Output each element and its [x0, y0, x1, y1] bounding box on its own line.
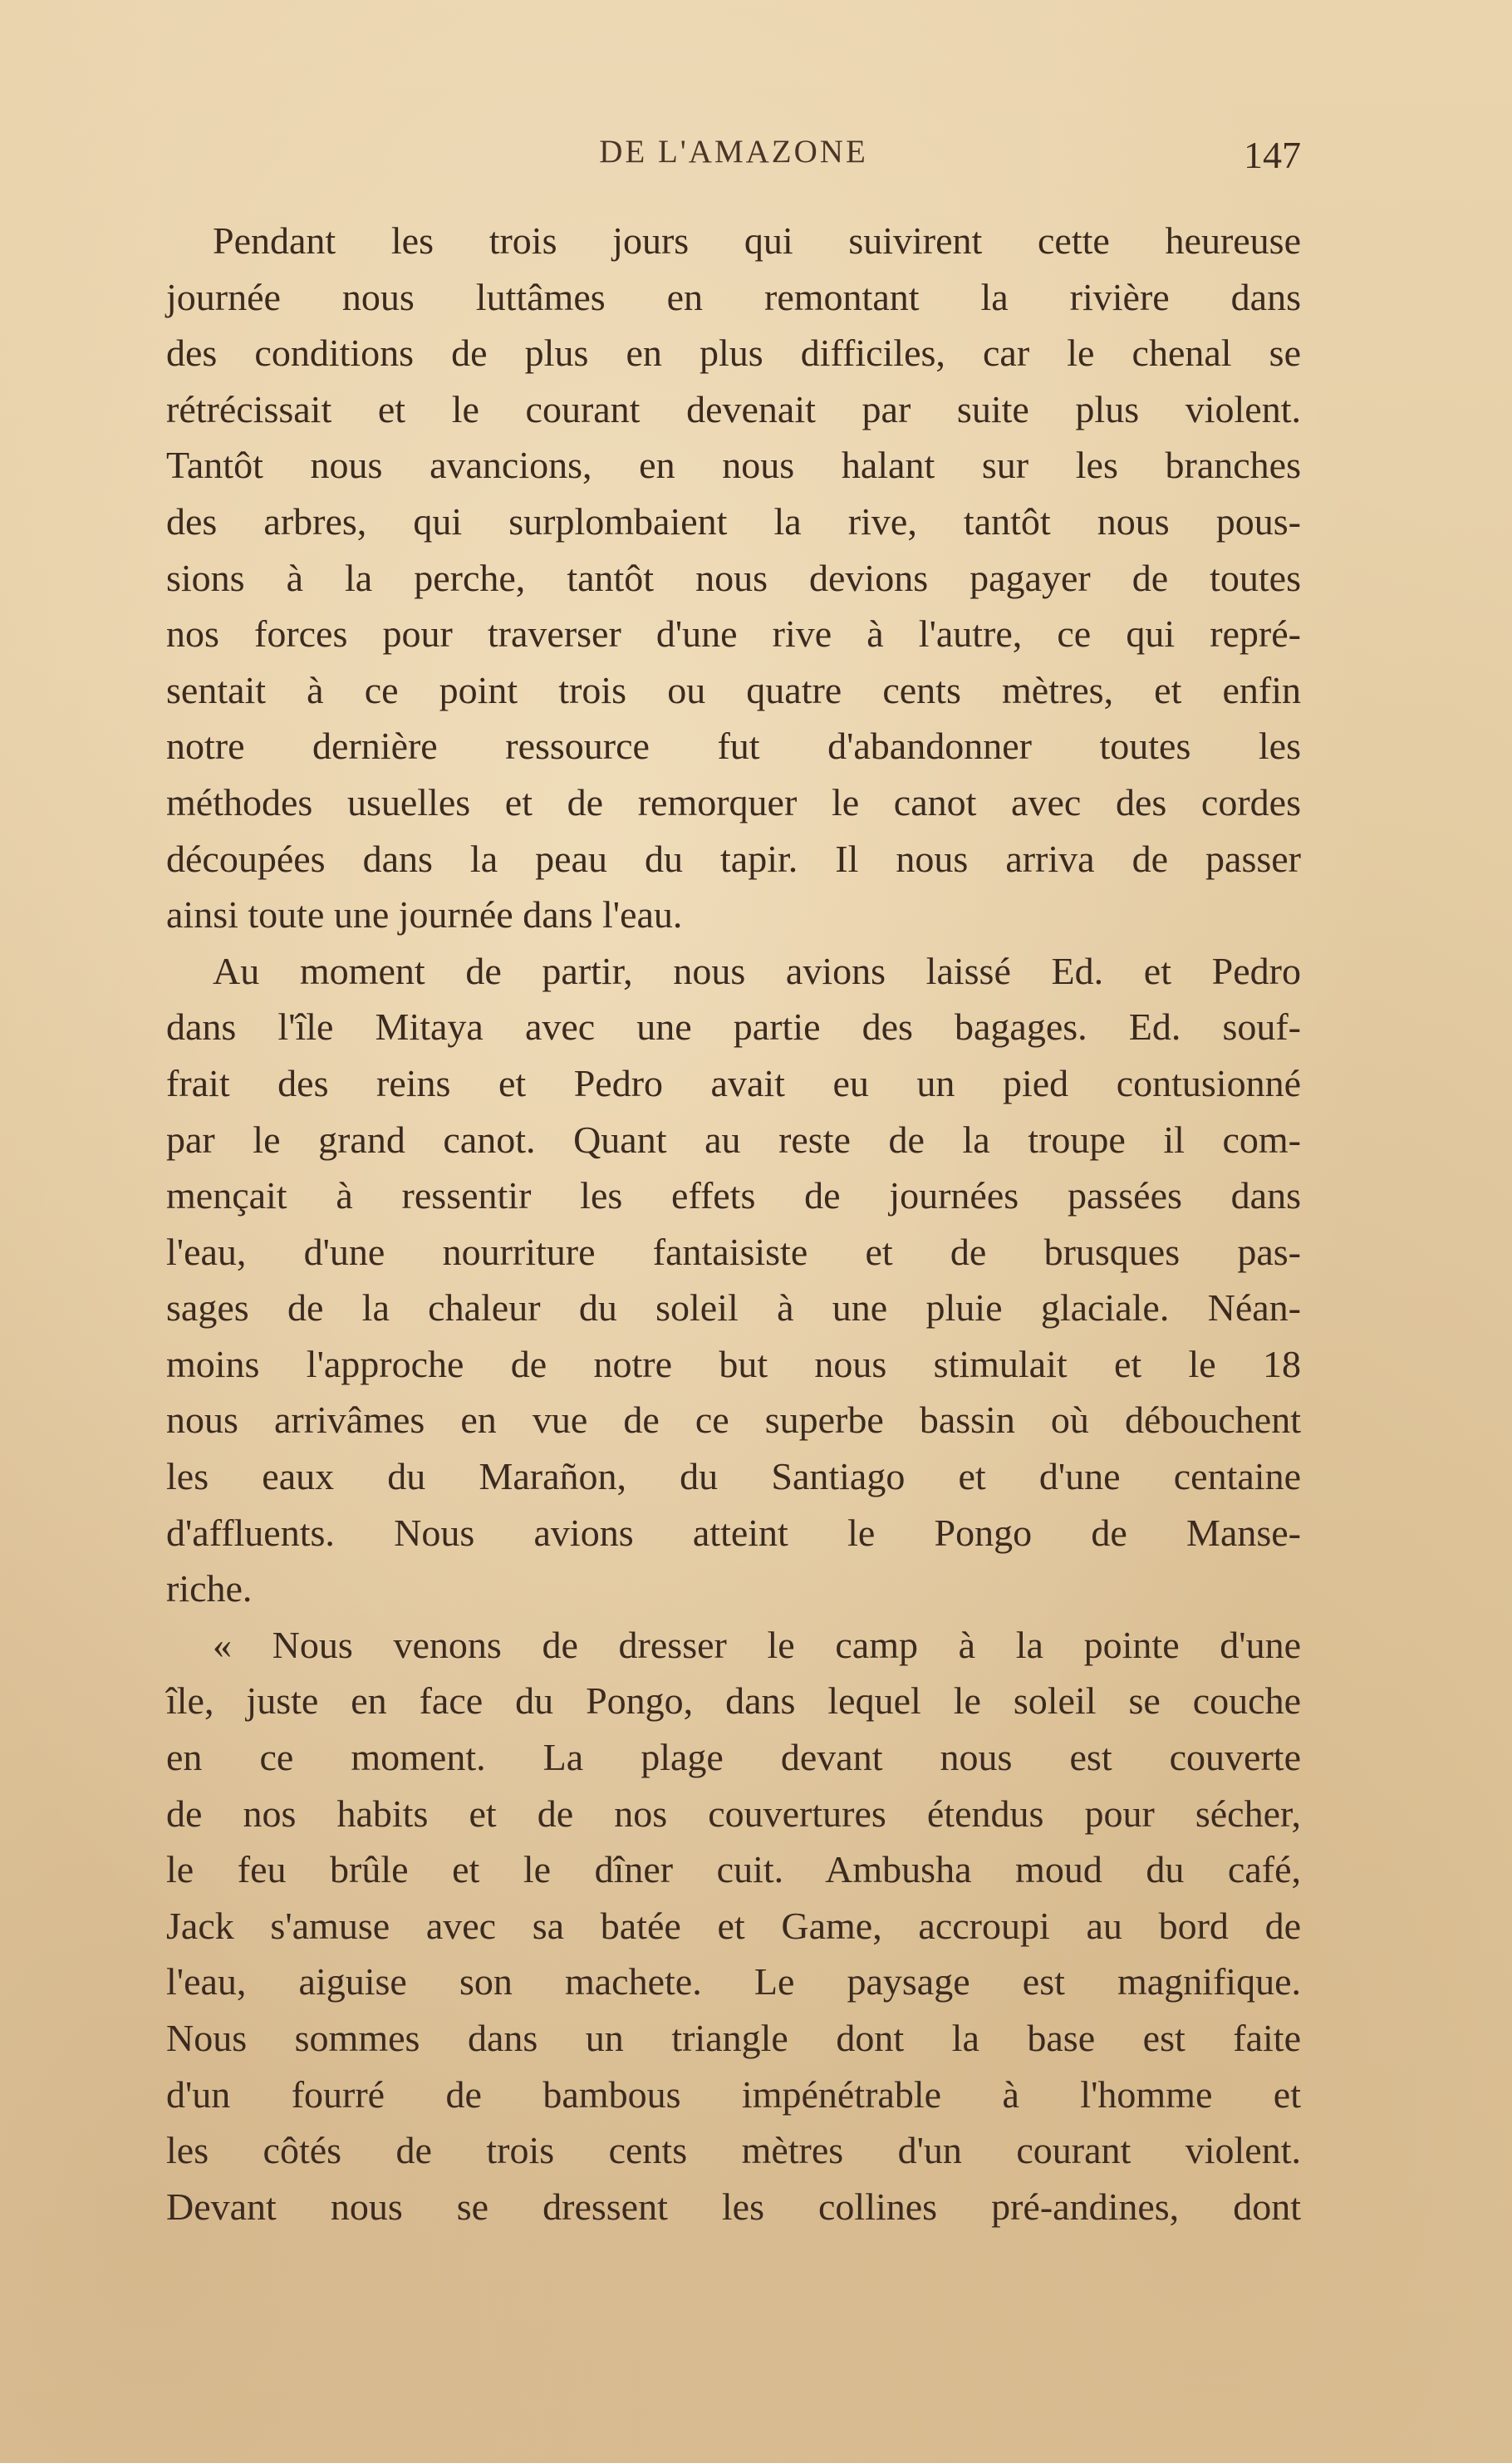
text-line: des conditions de plus en plus difficiles, car le chenal se: [166, 332, 1301, 375]
text-line: mençait à ressentir les effets de journées passées dans: [166, 1174, 1301, 1217]
text-line: « Nous venons de dresser le camp à la pointe d'une: [213, 1623, 1301, 1666]
text-line: Au moment de partir, nous avions laissé Ed. et Pedro: [213, 949, 1301, 992]
body-text: [166, 213, 1301, 2234]
text-line: notre dernière ressource fut d'abandonner toutes les: [166, 725, 1301, 768]
text-line: méthodes usuelles et de remorquer le canot avec des cordes: [166, 780, 1301, 823]
text-line: des arbres, qui surplombaient la rive, tantôt nous pous-: [166, 499, 1301, 543]
text-line: Tantôt nous avancions, en nous halant sur les branches: [166, 444, 1301, 487]
text-line: frait des reins et Pedro avait eu un pied contusionné: [166, 1061, 1301, 1104]
text-line: Nous sommes dans un triangle dont la base est faite: [166, 2017, 1301, 2059]
page-number: 147: [1244, 134, 1301, 176]
text-line: le feu brûle et le dîner cuit. Ambusha moud du café,: [166, 1848, 1301, 1891]
text-line: rétrécissait et le courant devenait par suite plus violent.: [166, 387, 1301, 430]
text-line: l'eau, aiguise son machete. Le paysage est magnifique.: [166, 1960, 1301, 2003]
text-line: Devant nous se dressent les collines pré-andines, dont: [166, 2185, 1301, 2228]
text-line: les côtés de trois cents mètres d'un courant violent.: [166, 2129, 1301, 2172]
text-line: sentait à ce point trois ou quatre cents mètres, et enfin: [166, 668, 1301, 711]
text-line: l'eau, d'une nourriture fantaisiste et de brusques pas-: [166, 1230, 1301, 1273]
text-line: ainsi toute une journée dans l'eau.: [166, 893, 683, 937]
text-line: nous arrivâmes en vue de ce superbe bassin où débouchent: [166, 1399, 1301, 1442]
text-line: Jack s'amuse avec sa batée et Game, accroupi au bord de: [166, 1904, 1301, 1947]
text-line: nos forces pour traverser d'une rive à l'autre, ce qui repré-: [166, 612, 1301, 656]
text-line: dans l'île Mitaya avec une partie des bagages. Ed. souf-: [166, 1005, 1301, 1049]
text-line: d'affluents. Nous avions atteint le Pongo de Manse-: [166, 1511, 1301, 1554]
text-line: d'un fourré de bambous impénétrable à l'homme et: [166, 2072, 1301, 2116]
page-header: [166, 133, 1301, 175]
text-line: moins l'approche de notre but nous stimulait et le 18: [166, 1342, 1301, 1385]
text-line: sages de la chaleur du soleil à une pluie glaciale. Néan-: [166, 1286, 1301, 1330]
text-line: sions à la perche, tantôt nous devions pagayer de toutes: [166, 556, 1301, 599]
running-title: DE L'AMAZONE: [599, 134, 868, 170]
text-line: Pendant les trois jours qui suivirent cette heureuse: [213, 219, 1301, 262]
text-line: en ce moment. La plage devant nous est couverte: [166, 1736, 1301, 1779]
text-line: riche.: [166, 1567, 253, 1610]
text-line: découpées dans la peau du tapir. Il nous arriva de passer: [166, 837, 1301, 880]
text-line: de nos habits et de nos couvertures étendus pour sécher,: [166, 1792, 1301, 1835]
text-line: les eaux du Marañon, du Santiago et d'une centaine: [166, 1455, 1301, 1498]
text-line: journée nous luttâmes en remontant la rivière dans: [166, 275, 1301, 318]
text-line: île, juste en face du Pongo, dans lequel le soleil se couche: [166, 1679, 1301, 1723]
text-line: par le grand canot. Quant au reste de la troupe il com-: [166, 1118, 1301, 1161]
